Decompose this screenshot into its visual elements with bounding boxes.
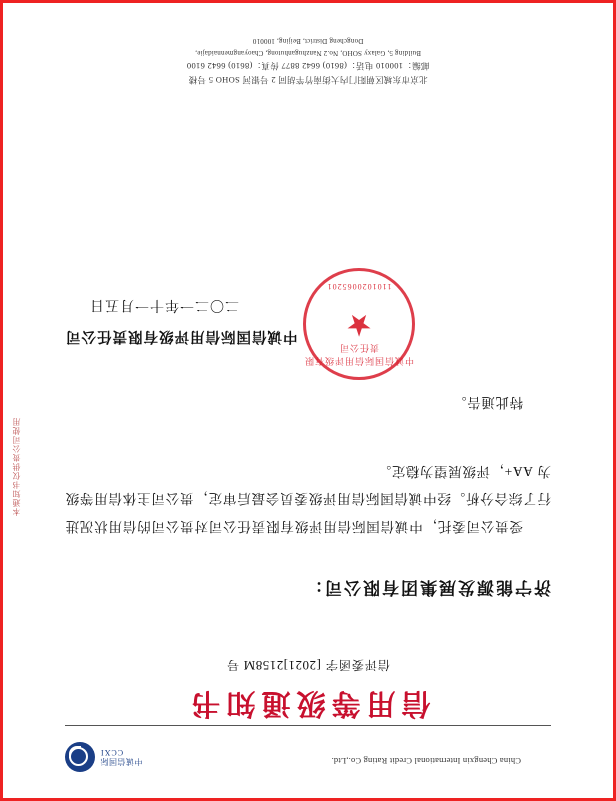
header-english-company: China Chengxin International Credit Rating Co.,Ltd. xyxy=(331,756,521,766)
body-paragraph-1: 受贵公司委托，中诚信国际信用评级有限责任公司对贵公司的信用状况进行了综合分析。经中诚信国际信用评级委员会最后审定，贵公司主体信用等级为 AA+，评级展望为稳定。 xyxy=(65,463,551,534)
document-number-value: [2021]2158M xyxy=(243,658,321,673)
signature-organization: 中诚信国际信用评级有限责任公司 xyxy=(65,328,298,344)
document-number-prefix: 信评委函字 xyxy=(324,658,390,672)
seal-bottom-text: 1101020065201 xyxy=(326,282,392,291)
body-paragraph-2-text: 特此通告。 xyxy=(452,395,523,410)
footer-contact-cn: 邮编：100010 电话：(8610) 6642 8877 传真：(8610) 6642 6100 xyxy=(186,61,430,72)
footer-address-en-line2: Dongcheng District, Beijing, 100010 xyxy=(252,36,364,45)
body-paragraph-2 xyxy=(65,388,551,416)
document-content-rotated xyxy=(3,3,613,798)
star-icon: ★ xyxy=(345,308,373,341)
footer-address-cn: 北京市东城区朝阳门内大街南竹竿胡同 2 号银河 SOHO 5 号楼 xyxy=(188,74,428,85)
addressee: 济宁能源发展集团有限公司： xyxy=(304,578,551,597)
page-title: 信用等级通知书 xyxy=(185,687,431,719)
official-seal xyxy=(303,268,415,380)
logo-english-abbr: CCXI xyxy=(100,748,124,757)
document-header xyxy=(3,724,613,776)
seal-top-text: 中诚信国际信用评级有限责任公司 xyxy=(304,343,415,366)
company-logo xyxy=(65,742,143,772)
document-footer xyxy=(3,35,613,86)
side-vertical-note: 本通知书仅供贵公司使用 xyxy=(12,417,21,516)
ccxi-circle-logo-icon xyxy=(65,742,95,772)
logo-text xyxy=(100,748,143,766)
signature-date: 二〇二一年十一月五日 xyxy=(89,297,239,312)
document-number-suffix: 号 xyxy=(226,658,240,672)
logo-chinese-name: 中诚信国际 xyxy=(100,757,143,767)
footer-address-en-line1: Building 5, Galaxy SOHO, No.2 Nanzhuganhutong, Chaoyangmennaidajie, xyxy=(195,48,421,57)
document-number xyxy=(3,657,613,674)
